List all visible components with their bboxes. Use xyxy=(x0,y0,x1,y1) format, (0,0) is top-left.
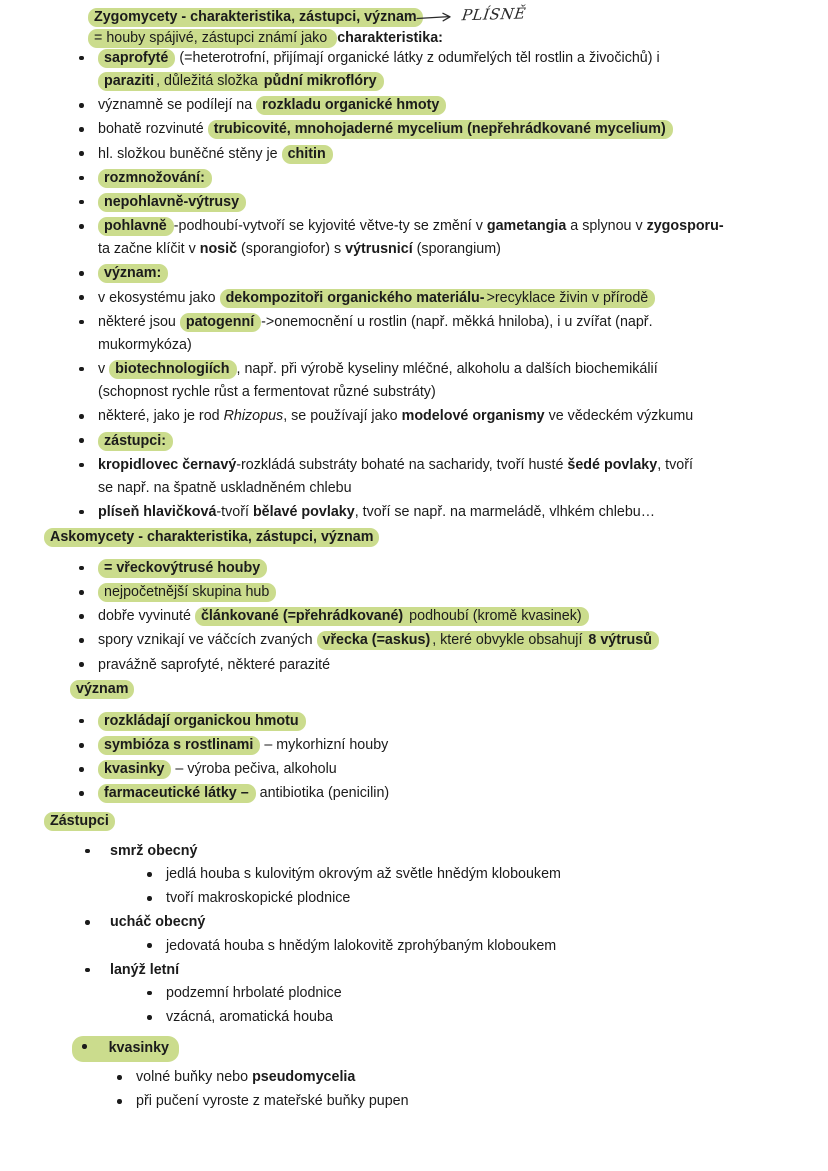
species-detail-list xyxy=(140,863,790,910)
arrow-icon xyxy=(416,10,460,23)
bullet-icon xyxy=(117,1099,122,1104)
text-run: pravážně saprofyté, některé parazité xyxy=(98,656,331,673)
list-item-line xyxy=(98,143,790,166)
list-item xyxy=(140,982,790,1005)
text-run: významně se podílejí na xyxy=(98,97,257,114)
zygomycety-sub-bold: charakteristika: xyxy=(337,30,443,46)
handwriting-text: PLÍSNĚ xyxy=(460,4,528,25)
highlighted-text-run: , důležitá složka xyxy=(156,73,262,90)
highlighted-text-run: = vřeckovýtrusé houby xyxy=(98,559,267,578)
highlighted-text-run: rozmnožování: xyxy=(98,169,212,188)
list-item xyxy=(72,118,790,141)
list-item xyxy=(72,262,790,285)
bullet-icon xyxy=(79,510,84,515)
section-heading-vyznam xyxy=(70,678,770,701)
text-run: volné buňky nebo xyxy=(136,1069,253,1086)
bullet-icon xyxy=(79,463,84,468)
text-run: a splynou v xyxy=(566,218,647,235)
bullet-icon xyxy=(85,849,90,854)
list-item-line: jedlá houba s kulovitým okrovým až světle hnědým kloboukem xyxy=(166,866,561,883)
text-run: – výroba pečiva, alkoholu xyxy=(171,761,337,778)
text-run: Rhizopus xyxy=(223,408,284,425)
list-item xyxy=(140,1006,790,1029)
highlighted-text-run: 8 výtrusů xyxy=(587,631,659,650)
list-item-line xyxy=(98,629,790,652)
kvasinky-ul xyxy=(110,1066,790,1113)
handwritten-annotation xyxy=(416,1,527,28)
list-item xyxy=(72,581,790,604)
text-run: ->onemocnění u rostlin (např. měkká hniloba), i u zvířat (např. xyxy=(261,313,653,330)
text-run: – mykorhizní houby xyxy=(260,737,389,754)
askomycety-heading-text: Askomycety - charakteristika, zástupci, význam xyxy=(44,528,379,547)
text-run: (schopnost rychle růst a fermentovat různé substráty) xyxy=(98,384,436,401)
species-name: lanýž letní xyxy=(110,961,180,978)
bullet-icon xyxy=(79,367,84,372)
text-run: plíseň hlavičková xyxy=(98,503,217,520)
list-item xyxy=(72,215,790,261)
bullet-icon xyxy=(79,127,84,132)
list-item-line xyxy=(98,334,790,357)
text-run: kropidlovec černavý xyxy=(98,456,237,473)
list-item-line xyxy=(98,734,790,757)
list-item xyxy=(72,405,790,428)
list-item xyxy=(72,47,790,93)
highlighted-text-run: podhoubí (kromě kvasinek) xyxy=(404,607,588,626)
list-item-line xyxy=(98,581,790,604)
list-item xyxy=(72,557,790,580)
list-item-line xyxy=(98,405,790,428)
list-item-line xyxy=(98,167,790,190)
bullet-icon xyxy=(85,920,90,925)
vyznam-ul xyxy=(72,710,790,806)
bullet-icon xyxy=(79,271,84,276)
text-run: bohatě rozvinuté xyxy=(98,121,208,138)
text-run: modelové organismy xyxy=(401,408,545,425)
bullet-icon xyxy=(79,103,84,108)
list-item-line xyxy=(98,758,790,781)
list-item-line xyxy=(98,215,790,238)
list-item xyxy=(72,758,790,781)
list-item xyxy=(72,167,790,190)
list-item-line xyxy=(98,238,790,261)
bullet-icon xyxy=(79,56,84,61)
list-item xyxy=(72,311,790,357)
list-item-line xyxy=(98,654,790,677)
text-run: (=heterotrofní, přijímají organické látky z odumřelých těl rostlin a živočichů) i xyxy=(175,50,660,66)
list-item-line xyxy=(98,381,790,404)
list-item-line: tvoří makroskopické plodnice xyxy=(166,890,351,907)
vyznam-heading-text: význam xyxy=(70,680,134,699)
text-run: pseudomycelia xyxy=(252,1069,356,1086)
text-run: -tvoří xyxy=(216,503,253,520)
list-item-line: podzemní hrbolaté plodnice xyxy=(166,984,342,1001)
text-run: některé jsou xyxy=(98,313,180,330)
zygomycety-heading-text: Zygomycety - charakteristika, zástupci, význam xyxy=(88,8,423,27)
list-item xyxy=(72,287,790,310)
bullet-icon xyxy=(79,151,84,156)
bullet-icon xyxy=(79,200,84,205)
bullet-icon xyxy=(79,767,84,772)
zygomycety-sub-plain: = houby spájivé, zástupci známí jako xyxy=(94,30,332,46)
bullet-icon xyxy=(79,438,84,443)
list-item xyxy=(140,935,790,958)
askomycety-ul xyxy=(72,557,790,677)
bullet-icon xyxy=(117,1075,122,1080)
bullet-icon xyxy=(85,968,90,973)
text-run: (sporangium) xyxy=(412,241,501,258)
list-item-line xyxy=(98,70,790,93)
list-item-line xyxy=(98,605,790,628)
bullet-icon xyxy=(79,590,84,595)
bullet-icon xyxy=(79,791,84,796)
list-item-line xyxy=(98,454,790,477)
list-item xyxy=(72,430,790,453)
text-run: ve vědeckém výzkumu xyxy=(544,408,694,425)
text-run: spory vznikají ve váčcích zvaných xyxy=(98,632,317,649)
highlighted-text-run: vřecka (=askus) xyxy=(317,631,432,650)
text-run: se např. na špatně uskladněném chlebu xyxy=(98,479,352,496)
highlighted-text-run: pohlavně xyxy=(98,217,174,236)
list-item xyxy=(72,191,790,214)
list-item xyxy=(78,840,790,910)
list-item-line: při pučení vyroste z mateřské buňky pupen xyxy=(136,1093,409,1110)
highlighted-text-run: kvasinky xyxy=(98,760,171,779)
text-run: v ekosystému jako xyxy=(98,289,220,306)
highlighted-text-run: nepohlavně-výtrusy xyxy=(98,193,246,212)
list-item-line xyxy=(98,94,790,117)
list-item-line xyxy=(98,430,790,453)
highlighted-text-run: patogenní xyxy=(180,313,261,332)
list-item-line xyxy=(98,262,790,285)
text-run: v xyxy=(98,361,110,378)
text-run: (sporangiofor) s xyxy=(237,241,346,258)
list-item xyxy=(72,654,790,677)
highlighted-text-run: trubicovité, mnohojaderné mycelium (nepřehrádkované mycelium) xyxy=(208,120,673,139)
highlighted-text-run: symbióza s rostlinami xyxy=(98,736,260,755)
bullet-icon xyxy=(79,176,84,181)
vyznam-bullet-list xyxy=(0,710,790,807)
bullet-icon xyxy=(147,896,152,901)
list-item-line xyxy=(98,287,790,310)
list-item xyxy=(140,887,790,910)
section-heading-askomycety xyxy=(44,526,744,549)
list-item xyxy=(72,358,790,404)
bullet-icon xyxy=(79,320,84,325)
list-item-line xyxy=(98,191,790,214)
list-item xyxy=(110,1066,790,1089)
zygomycety-bullet-list xyxy=(0,47,790,525)
text-run: , se používají jako xyxy=(283,408,402,425)
text-run: antibiotika (penicilin) xyxy=(255,785,390,802)
list-item-line: vzácná, aromatická houba xyxy=(166,1009,333,1026)
list-item-line xyxy=(98,557,790,580)
text-run: nosič xyxy=(199,241,238,258)
bullet-icon xyxy=(82,1044,87,1049)
text-run: -podhoubí-vytvoří se kyjovité větve-ty se změní v xyxy=(173,218,487,235)
list-item xyxy=(72,94,790,117)
highlighted-text-run: půdní mikroflóry xyxy=(263,72,384,91)
text-run: -rozkládá substráty bohaté na sacharidy, tvoří husté xyxy=(236,456,568,473)
text-run: dobře vyvinuté xyxy=(98,608,195,625)
highlighted-text-run: rozkládají organickou hmotu xyxy=(98,712,306,731)
list-item xyxy=(72,629,790,652)
bullet-icon xyxy=(147,1015,152,1020)
text-run: šedé povlaky xyxy=(567,456,658,473)
zastupci-ul xyxy=(78,840,790,1029)
kvasinky-highlight-pill xyxy=(72,1036,179,1062)
highlighted-text-run: rozkladu organické hmoty xyxy=(256,96,446,115)
species-detail-list xyxy=(140,982,790,1029)
highlighted-text-run: článkované (=přehrádkované) xyxy=(195,607,404,626)
bullet-icon xyxy=(147,872,152,877)
list-item xyxy=(72,734,790,757)
text-run: bělavé povlaky xyxy=(252,503,355,520)
text-run: zygosporu- xyxy=(646,218,724,235)
list-item-line xyxy=(98,501,790,524)
list-item-line xyxy=(136,1066,790,1089)
list-item-line xyxy=(98,358,790,381)
kvasinky-block xyxy=(0,1036,790,1114)
list-item-line: jedovatá houba s hnědým lalokovitě zprohýbaným kloboukem xyxy=(166,937,557,954)
list-item xyxy=(78,911,790,957)
list-item xyxy=(140,863,790,886)
species-name: smrž obecný xyxy=(110,843,198,859)
species-name: ucháč obecný xyxy=(110,914,206,931)
text-run: ta začne klíčit v xyxy=(98,241,200,258)
list-item-line xyxy=(98,118,790,141)
list-item xyxy=(72,501,790,524)
list-item xyxy=(72,605,790,628)
list-item xyxy=(72,782,790,805)
text-run: , tvoří se např. na marmeládě, vlhkém chlebu… xyxy=(354,503,656,520)
text-run: gametangia xyxy=(486,218,567,235)
list-item-line xyxy=(98,710,790,733)
text-run: výtrusnicí xyxy=(345,241,413,258)
highlighted-text-run: >recyklace živin v přírodě xyxy=(486,289,656,308)
highlighted-text-run: paraziti xyxy=(98,72,155,91)
bullet-icon xyxy=(79,414,84,419)
list-item xyxy=(110,1090,790,1113)
highlighted-text-run: farmaceutické látky – xyxy=(98,784,256,803)
list-item xyxy=(78,959,790,1029)
kvasinky-heading-row xyxy=(72,1036,790,1062)
zastupci-heading-text: Zástupci xyxy=(44,812,115,831)
bullet-icon xyxy=(79,638,84,643)
highlighted-text-run: nejpočetnější skupina hub xyxy=(98,583,276,602)
list-item xyxy=(72,454,790,500)
highlighted-text-run: biotechnologiích xyxy=(109,360,236,379)
list-item xyxy=(72,143,790,166)
zygomycety-ul xyxy=(72,47,790,524)
list-item-line xyxy=(98,47,790,70)
list-item-line xyxy=(98,311,790,334)
text-run: , tvoří xyxy=(657,456,693,473)
text-run: některé, jako je rod xyxy=(98,408,224,425)
section-heading-zastupci xyxy=(44,810,744,833)
list-item xyxy=(72,710,790,733)
bullet-icon xyxy=(79,662,84,667)
highlighted-text-run: dekompozitoři organického materiálu- xyxy=(220,289,486,308)
kvasinky-heading-text: kvasinky xyxy=(108,1040,170,1056)
list-item-line xyxy=(98,477,790,500)
highlighted-text-run: saprofyté xyxy=(98,49,175,68)
bullet-icon xyxy=(79,719,84,724)
bullet-icon xyxy=(79,566,84,571)
bullet-icon xyxy=(79,224,84,229)
bullet-icon xyxy=(79,295,84,300)
highlighted-text-run: význam: xyxy=(98,264,168,283)
highlighted-text-run: zástupci: xyxy=(98,432,173,451)
askomycety-bullet-list xyxy=(0,557,790,678)
bullet-icon xyxy=(79,614,84,619)
text-run: , např. při výrobě kyseliny mléčné, alkoholu a dalších biochemikálií xyxy=(236,361,658,378)
text-run: hl. složkou buněčné stěny je xyxy=(98,145,282,162)
bullet-icon xyxy=(147,943,152,948)
highlighted-text-run: , které obvykle obsahují xyxy=(432,632,587,649)
list-item-line xyxy=(98,782,790,805)
zastupci-bullet-list xyxy=(0,840,790,1030)
text-run: mukormykóza) xyxy=(98,336,192,353)
highlighted-text-run: chitin xyxy=(282,145,333,164)
bullet-icon xyxy=(147,991,152,996)
species-detail-list xyxy=(140,935,790,958)
bullet-icon xyxy=(79,743,84,748)
